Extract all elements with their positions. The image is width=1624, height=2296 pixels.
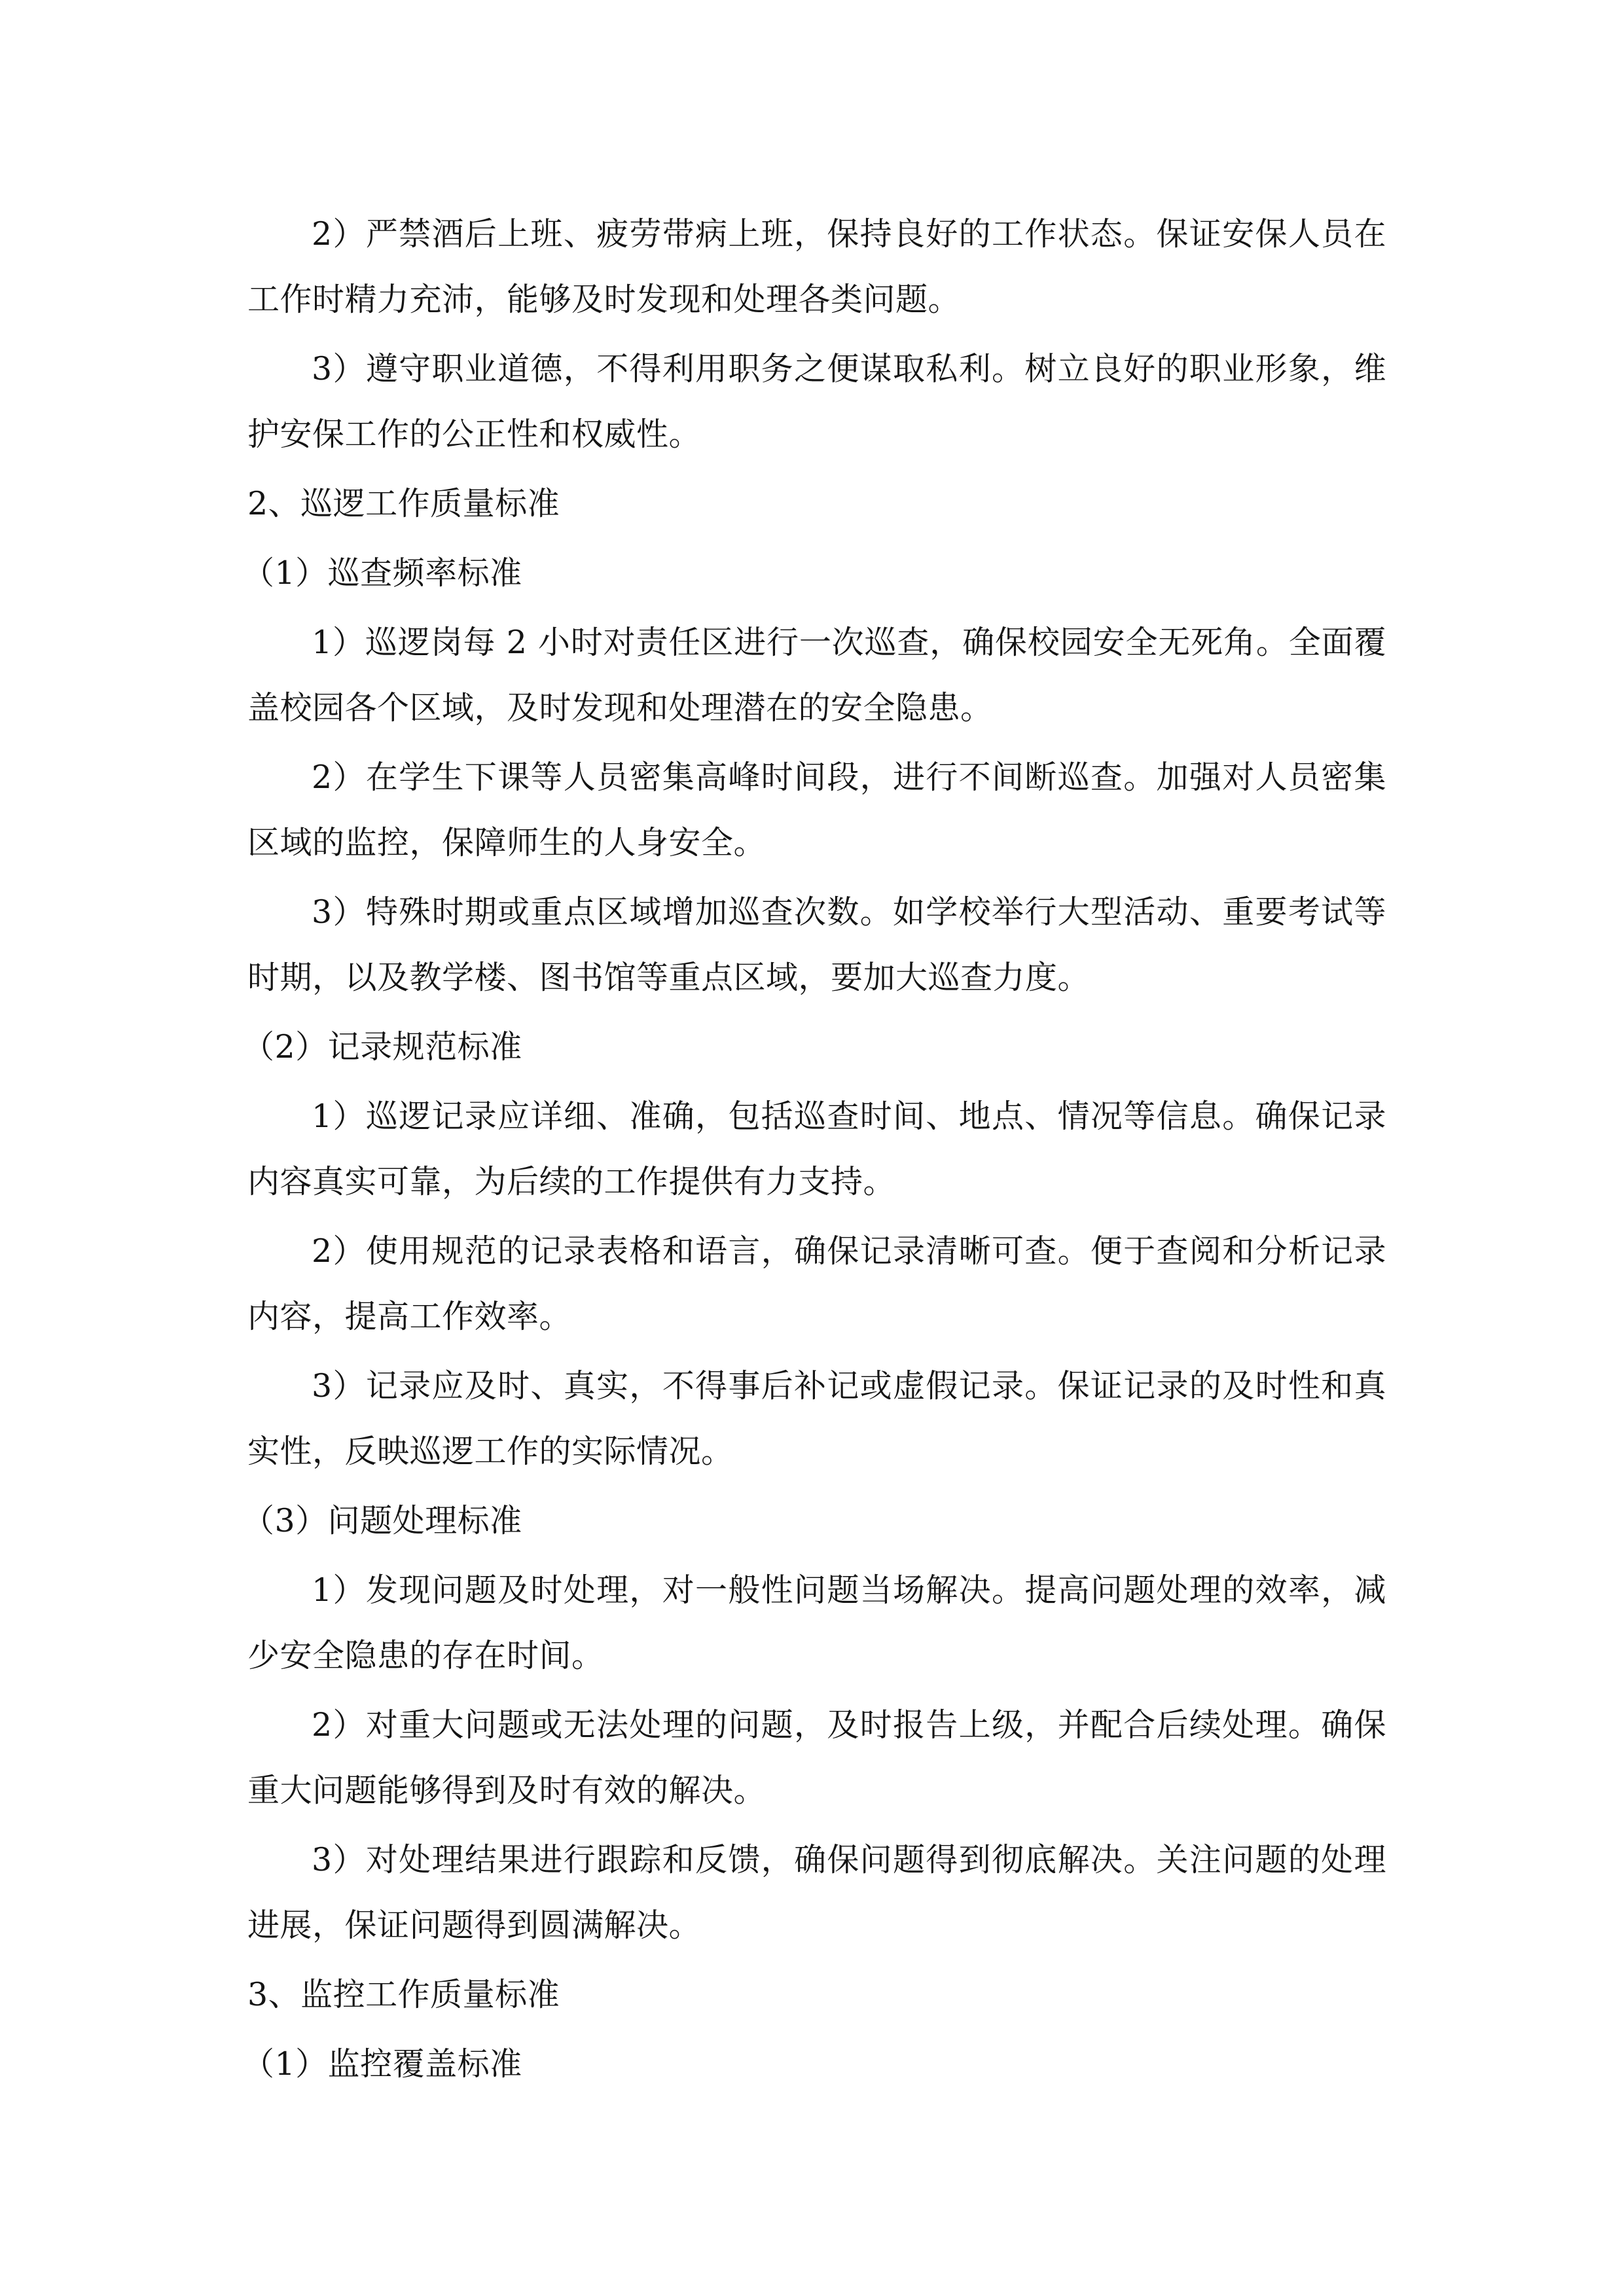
paragraph: 2）使用规范的记录表格和语言，确保记录清晰可查。便于查阅和分析记录内容，提高工作效率。 <box>247 1232 1386 1335</box>
paragraph: 3）特殊时期或重点区域增加巡查次数。如学校举行大型活动、重要考试等时期，以及教学楼、图书馆等重点区域，要加大巡查力度。 <box>247 893 1386 996</box>
section-heading: 2、巡逻工作质量标准 <box>247 485 560 522</box>
paragraph: 3）遵守职业道德，不得利用职务之便谋取私利。树立良好的职业形象，维护安保工作的公正性和权威性。 <box>247 350 1386 453</box>
paragraph: 3）对处理结果进行跟踪和反馈，确保问题得到彻底解决。关注问题的处理进展，保证问题得到圆满解决。 <box>247 1841 1386 1944</box>
subsection-heading: （3）问题处理标准 <box>242 1502 522 1539</box>
paragraph: 1）巡逻岗每 2 小时对责任区进行一次巡查，确保校园安全无死角。全面覆盖校园各个区域，及时发现和处理潜在的安全隐患。 <box>247 624 1386 726</box>
paragraph: 2）对重大问题或无法处理的问题，及时报告上级，并配合后续处理。确保重大问题能够得到及时有效的解决。 <box>247 1706 1386 1809</box>
subsection-heading: （1）巡查频率标准 <box>242 554 522 592</box>
section-heading: 3、监控工作质量标准 <box>247 1976 560 2013</box>
subsection-heading: （2）记录规范标准 <box>242 1028 522 1066</box>
paragraph: 1）发现问题及时处理，对一般性问题当场解决。提高问题处理的效率，减少安全隐患的存在时间。 <box>247 1571 1386 1674</box>
paragraph: 1）巡逻记录应详细、准确，包括巡查时间、地点、情况等信息。确保记录内容真实可靠，为后续的工作提供有力支持。 <box>247 1098 1386 1200</box>
paragraph: 2）严禁酒后上班、疲劳带病上班，保持良好的工作状态。保证安保人员在工作时精力充沛，能够及时发现和处理各类问题。 <box>247 215 1386 318</box>
document-body <box>242 202 1386 2101</box>
paragraph: 3）记录应及时、真实，不得事后补记或虚假记录。保证记录的及时性和真实性，反映巡逻工作的实际情况。 <box>247 1367 1386 1470</box>
subsection-heading: （1）监控覆盖标准 <box>242 2045 522 2083</box>
paragraph: 2）在学生下课等人员密集高峰时间段，进行不间断巡查。加强对人员密集区域的监控，保障师生的人身安全。 <box>247 759 1386 861</box>
